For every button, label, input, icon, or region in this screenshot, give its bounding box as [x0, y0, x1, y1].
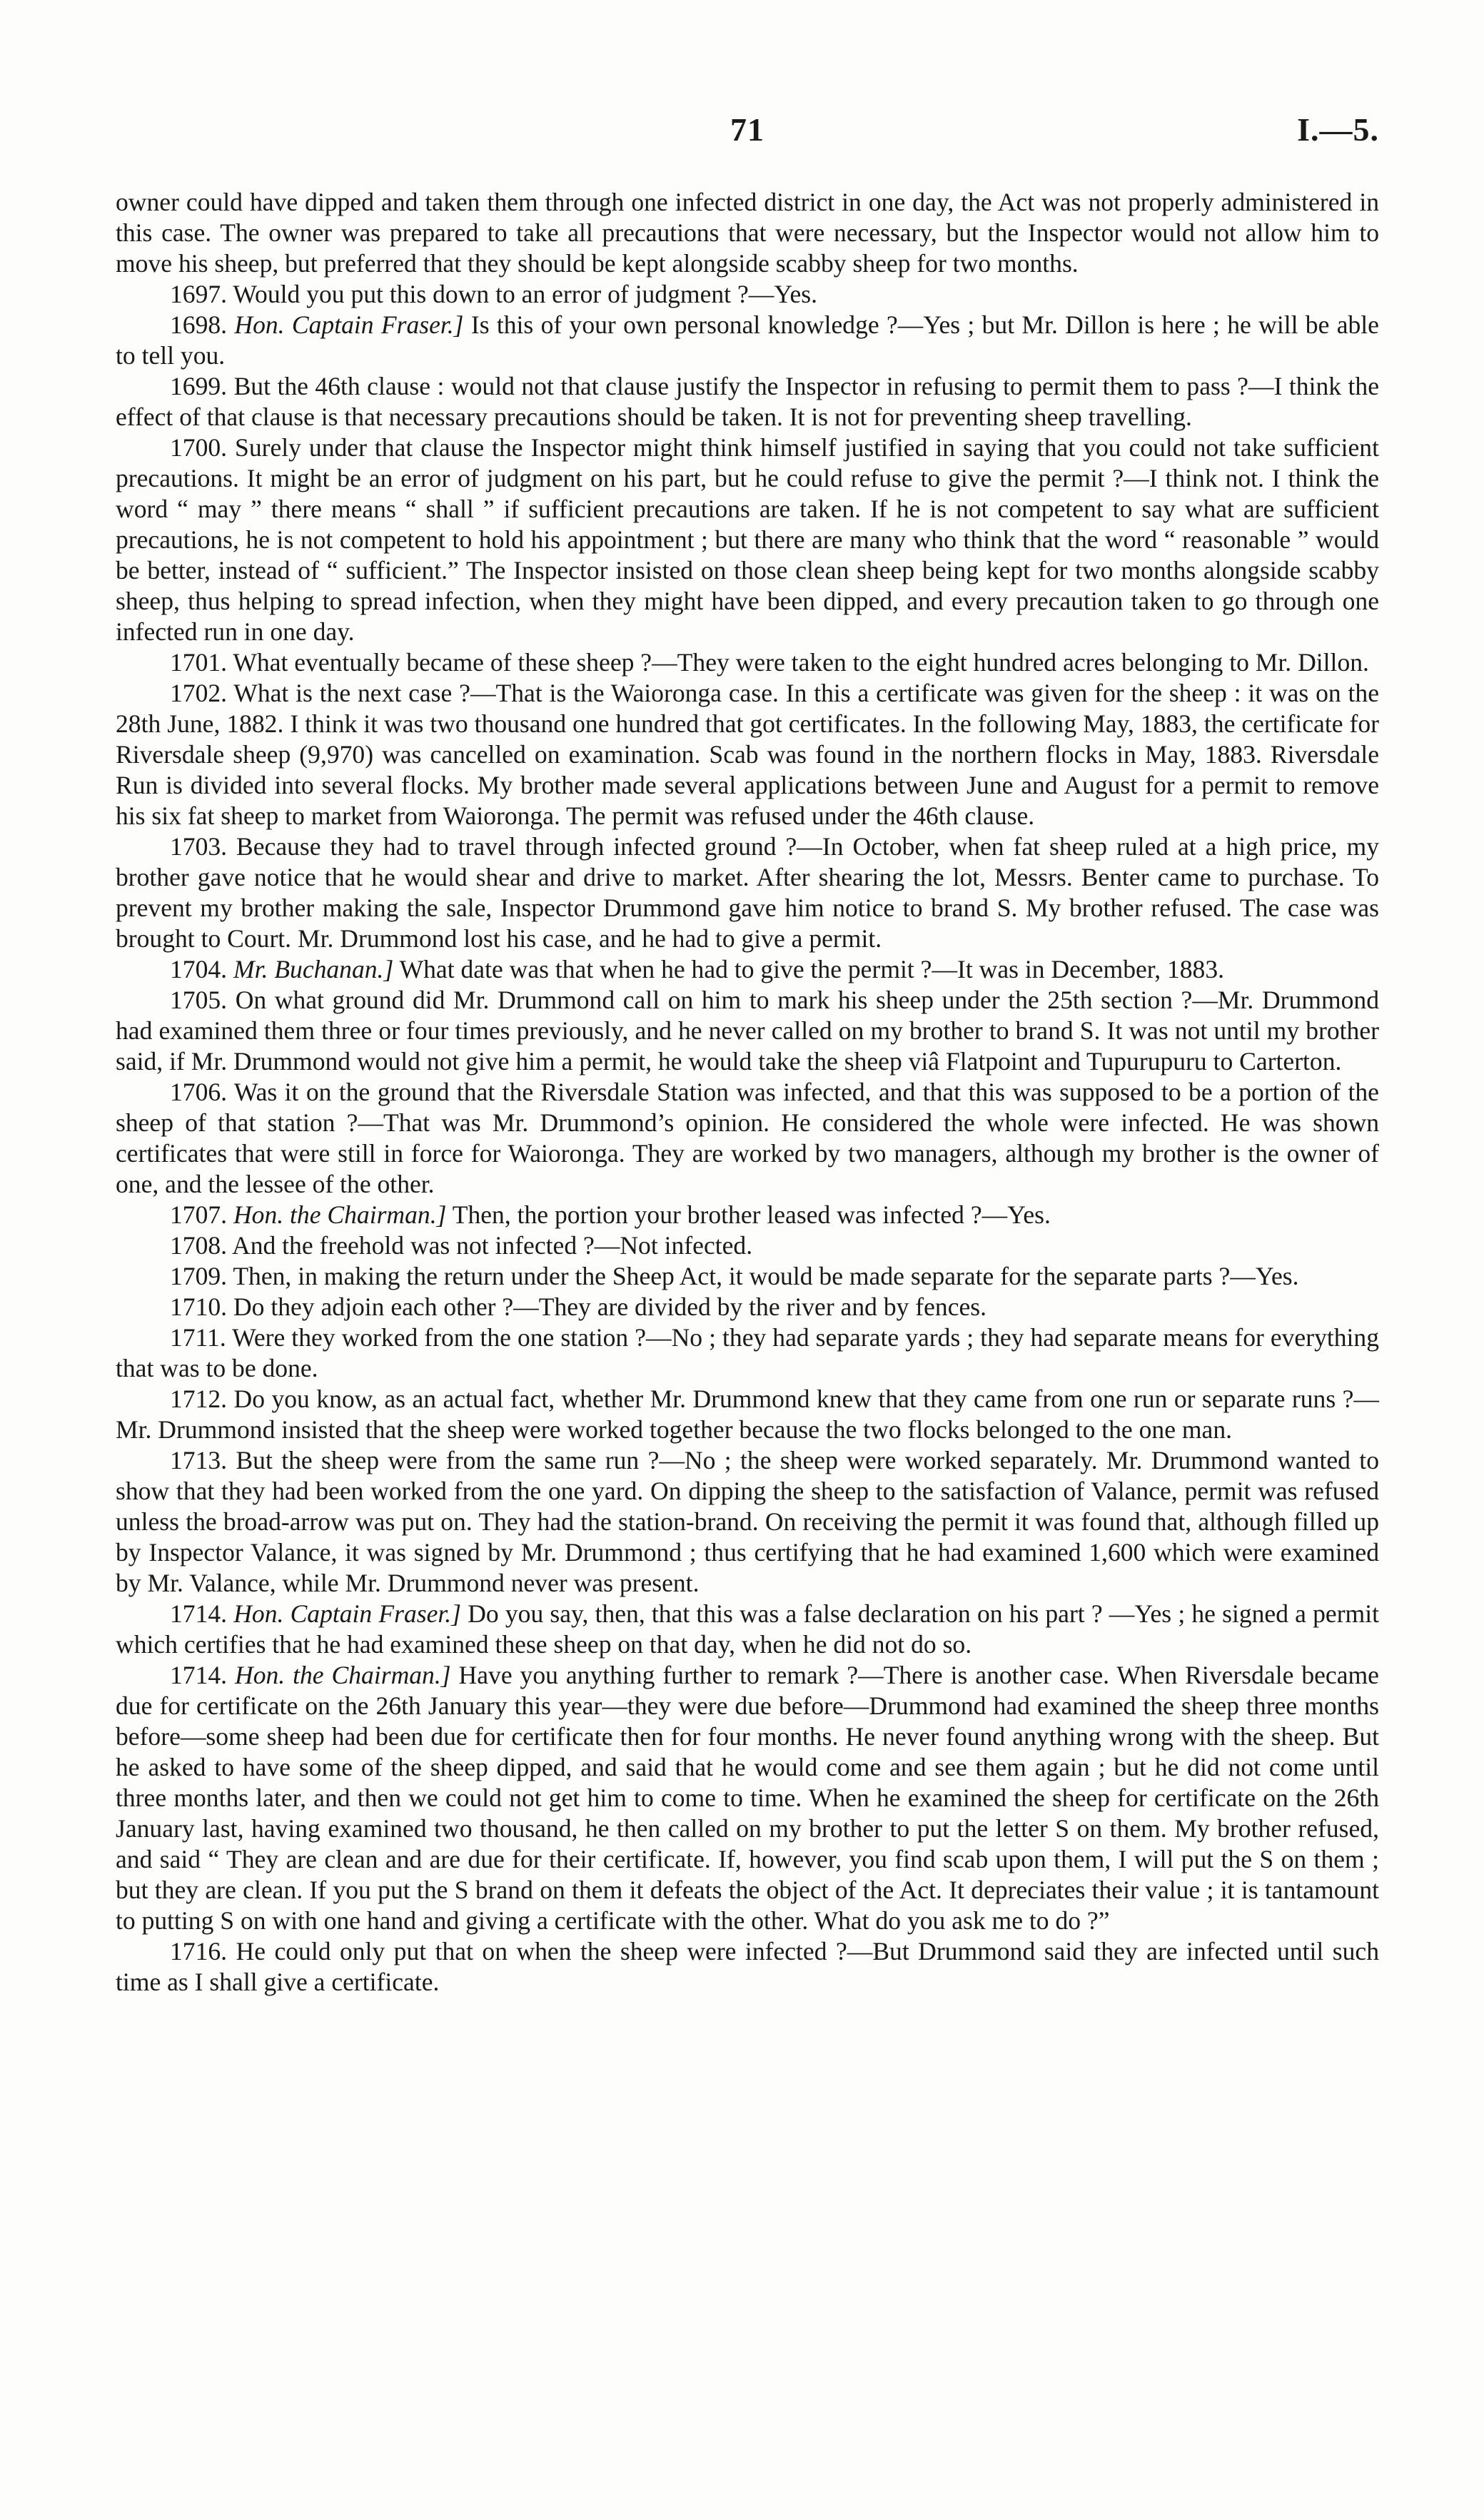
question-number: 1697.: [170, 280, 228, 308]
question-number: 1711.: [170, 1323, 226, 1352]
question-1716: [116, 1936, 1379, 1998]
question-number: 1701.: [170, 648, 228, 677]
speaker-name: Mr. Buchanan.]: [233, 955, 394, 983]
paragraph-text: On what ground did Mr. Drummond call on him to mark his sheep under the 25th section ?—Mr. Drummond had examined them three or four times previously, and he never called on my brother to brand S. It was not until my brother said, if Mr. Drummond would not give him a permit, he would take the sheep viâ Flatpoint and Tupurupuru to Carterton.: [116, 986, 1379, 1076]
paragraph-text: Would you put this down to an error of judgment ?—Yes.: [233, 280, 817, 308]
paragraph-text: But the sheep were from the same run ?—No ; the sheep were worked separately. Mr. Drummond wanted to show that they had been worked from the one yard. On dipping the sheep to the satisfaction of Valance, permit was refused unless the broad-arrow was put on. They had the station-brand. On receiving the permit it was found that, although filled up by Inspector Valance, it was signed by Mr. Drummond ; thus certifying that he had examined 1,600 which were examined by Mr. Valance, while Mr. Drummond never was present.: [116, 1446, 1379, 1597]
paragraph-text: Is this of your own personal knowledge ?—Yes ; but Mr. Dillon is here ; he will be able to tell you.: [116, 310, 1379, 370]
paragraph-text: Because they had to travel through infected ground ?—In October, when fat sheep ruled at a high price, my brother gave notice that he would shear and drive to market. After shearing the lot, Messrs. Benter came to purchase. To prevent my brother making the sale, Inspector Drummond gave him notice to brand S. My brother refused. The case was brought to Court. Mr. Drummond lost his case, and he had to give a permit.: [116, 832, 1379, 953]
question-1714: [116, 1599, 1379, 1660]
paragraph-text: Were they worked from the one station ?—No ; they had separate yards ; they had separate means for everything that was to be done.: [116, 1323, 1379, 1382]
paper-reference: I.—5.: [1297, 111, 1379, 148]
question-1698: [116, 310, 1379, 371]
paragraph-text: Do you say, then, that this was a false declaration on his part ? —Yes ; he signed a permit which certifies that he had examined these sheep on that day, when he did not do so.: [116, 1599, 1379, 1659]
paragraph-text: What is the next case ?—That is the Waioronga case. In this a certificate was given for the sheep : it was on the 28th June, 1882. I think it was two thousand one hundred that got certificates. In the following May, 1883, the certificate for Riversdale sheep (9,970) was cancelled on examination. Scab was found in the northern flocks in May, 1883. Riversdale Run is divided into several flocks. My brother made several applications between June and August for a permit to remove his six fat sheep to market from Waioronga. The permit was refused under the 46th clause.: [116, 679, 1379, 830]
page-header: [116, 111, 1379, 153]
question-number: 1705.: [170, 986, 228, 1014]
question-number: 1710.: [170, 1292, 228, 1321]
speaker-name: Hon. Captain Fraser.]: [233, 1599, 462, 1628]
question-number: 1703.: [170, 832, 228, 861]
question-1714-second: [116, 1660, 1379, 1936]
question-number: 1700.: [170, 433, 228, 462]
question-1703: [116, 831, 1379, 954]
page-number: 71: [730, 111, 764, 148]
question-number: 1709.: [170, 1262, 228, 1290]
question-1707: [116, 1200, 1379, 1230]
question-number: 1706.: [170, 1078, 228, 1106]
question-number: 1702.: [170, 679, 228, 707]
paragraph-text: Then, the portion your brother leased was infected ?—Yes.: [452, 1200, 1051, 1229]
question-number: 1716.: [170, 1937, 228, 1965]
speaker-name: Hon. Captain Fraser.]: [234, 310, 464, 339]
question-1697: [116, 279, 1379, 310]
question-number: 1714.: [170, 1599, 228, 1628]
speaker-name: Hon. the Chairman.]: [233, 1200, 447, 1229]
question-1704: [116, 954, 1379, 985]
paragraph: [116, 187, 1379, 279]
question-1711: [116, 1322, 1379, 1384]
question-1710: [116, 1292, 1379, 1322]
paragraph-text: What date was that when he had to give the permit ?—It was in December, 1883.: [399, 955, 1225, 983]
question-number: 1699.: [170, 372, 228, 400]
paragraph-text: What eventually became of these sheep ?—They were taken to the eight hundred acres belonging to Mr. Dillon.: [233, 648, 1369, 677]
paragraph-text: Do they adjoin each other ?—They are divided by the river and by fences.: [233, 1292, 987, 1321]
paragraph-text: Surely under that clause the Inspector might think himself justified in saying that you could not take sufficient precautions. It might be an error of judgment on his part, but he could refuse to give the permit ?—I think not. I think the word “ may ” there means “ shall ” if sufficient precautions are taken. If he is not competent to say what are sufficient precautions, he is not competent to hold his appointment ; but there are many who think that the word “ reasonable ” would be better, instead of “ sufficient.” The Inspector insisted on those clean sheep being kept for two months alongside scabby sheep, thus helping to spread infection, when they might have been dipped, and every precaution taken to go through one infected run in one day.: [116, 433, 1379, 646]
paragraph-text: But the 46th clause : would not that clause justify the Inspector in refusing to permit them to pass ?—I think the effect of that clause is that necessary precautions should be taken. It is not for preventing sheep travelling.: [116, 372, 1379, 431]
question-1706: [116, 1077, 1379, 1200]
question-number: 1708.: [170, 1231, 228, 1260]
paragraph-text: He could only put that on when the sheep were infected ?—But Drummond said they are infected until such time as I shall give a certificate.: [116, 1937, 1379, 1996]
question-number: 1712.: [170, 1385, 228, 1413]
question-1699: [116, 371, 1379, 432]
question-1712: [116, 1384, 1379, 1445]
question-number: 1707.: [170, 1200, 228, 1229]
question-1701: [116, 647, 1379, 678]
question-number: 1698.: [170, 310, 228, 339]
question-1702: [116, 678, 1379, 831]
paragraph-text: Then, in making the return under the Sheep Act, it would be made separate for the separate parts ?—Yes.: [233, 1262, 1299, 1290]
question-number: 1713.: [170, 1446, 228, 1474]
paragraph-text: Do you know, as an actual fact, whether Mr. Drummond knew that they came from one run or separate runs ?—Mr. Drummond insisted that the sheep were worked together because the two flocks belonged to the one man.: [116, 1385, 1379, 1444]
paragraph-text: owner could have dipped and taken them through one infected district in one day, the Act was not properly administered in this case. The owner was prepared to take all precautions that were necessary, but the Inspector would not allow him to move his sheep, but preferred that they should be kept alongside scabby sheep for two months.: [116, 188, 1379, 278]
paragraph-text: Was it on the ground that the Riversdale Station was infected, and that this was supposed to be a portion of the sheep of that station ?—That was Mr. Drummond’s opinion. He considered the whole were infected. He was shown certificates that were still in force for Waioronga. They are worked by two managers, although my brother is the owner of one, and the lessee of the other.: [116, 1078, 1379, 1198]
question-1713: [116, 1445, 1379, 1599]
question-1708: [116, 1230, 1379, 1261]
body-text: [116, 187, 1379, 1998]
question-number: 1714.: [170, 1661, 228, 1689]
question-number: 1704.: [170, 955, 228, 983]
question-1709: [116, 1261, 1379, 1292]
question-1705: [116, 985, 1379, 1077]
paragraph-text: Have you anything further to remark ?—There is another case. When Riversdale became due for certificate on the 26th January this year—they were due before—Drummond had examined the sheep three months before—some sheep had been due for certificate then for four months. He never found anything wrong with the sheep. But he asked to have some of the sheep dipped, and said that he would come and see them again ; but he did not come until three months later, and then we could not get him to come to time. When he examined the sheep for certificate on the 26th January last, having examined two thousand, he then called on my brother to put the letter S on them. My brother refused, and said “ They are clean and are due for their certificate. If, however, you find scab upon them, I will put the S on them ; but they are clean. If you put the S brand on them it defeats the object of the Act. It depreciates their value ; it is tantamount to putting S on with one hand and giving a certificate with the other. What do you ask me to do ?”: [116, 1661, 1379, 1935]
question-1700: [116, 432, 1379, 647]
paragraph-text: And the freehold was not infected ?—Not infected.: [232, 1231, 753, 1260]
speaker-name: Hon. the Chairman.]: [235, 1661, 451, 1689]
